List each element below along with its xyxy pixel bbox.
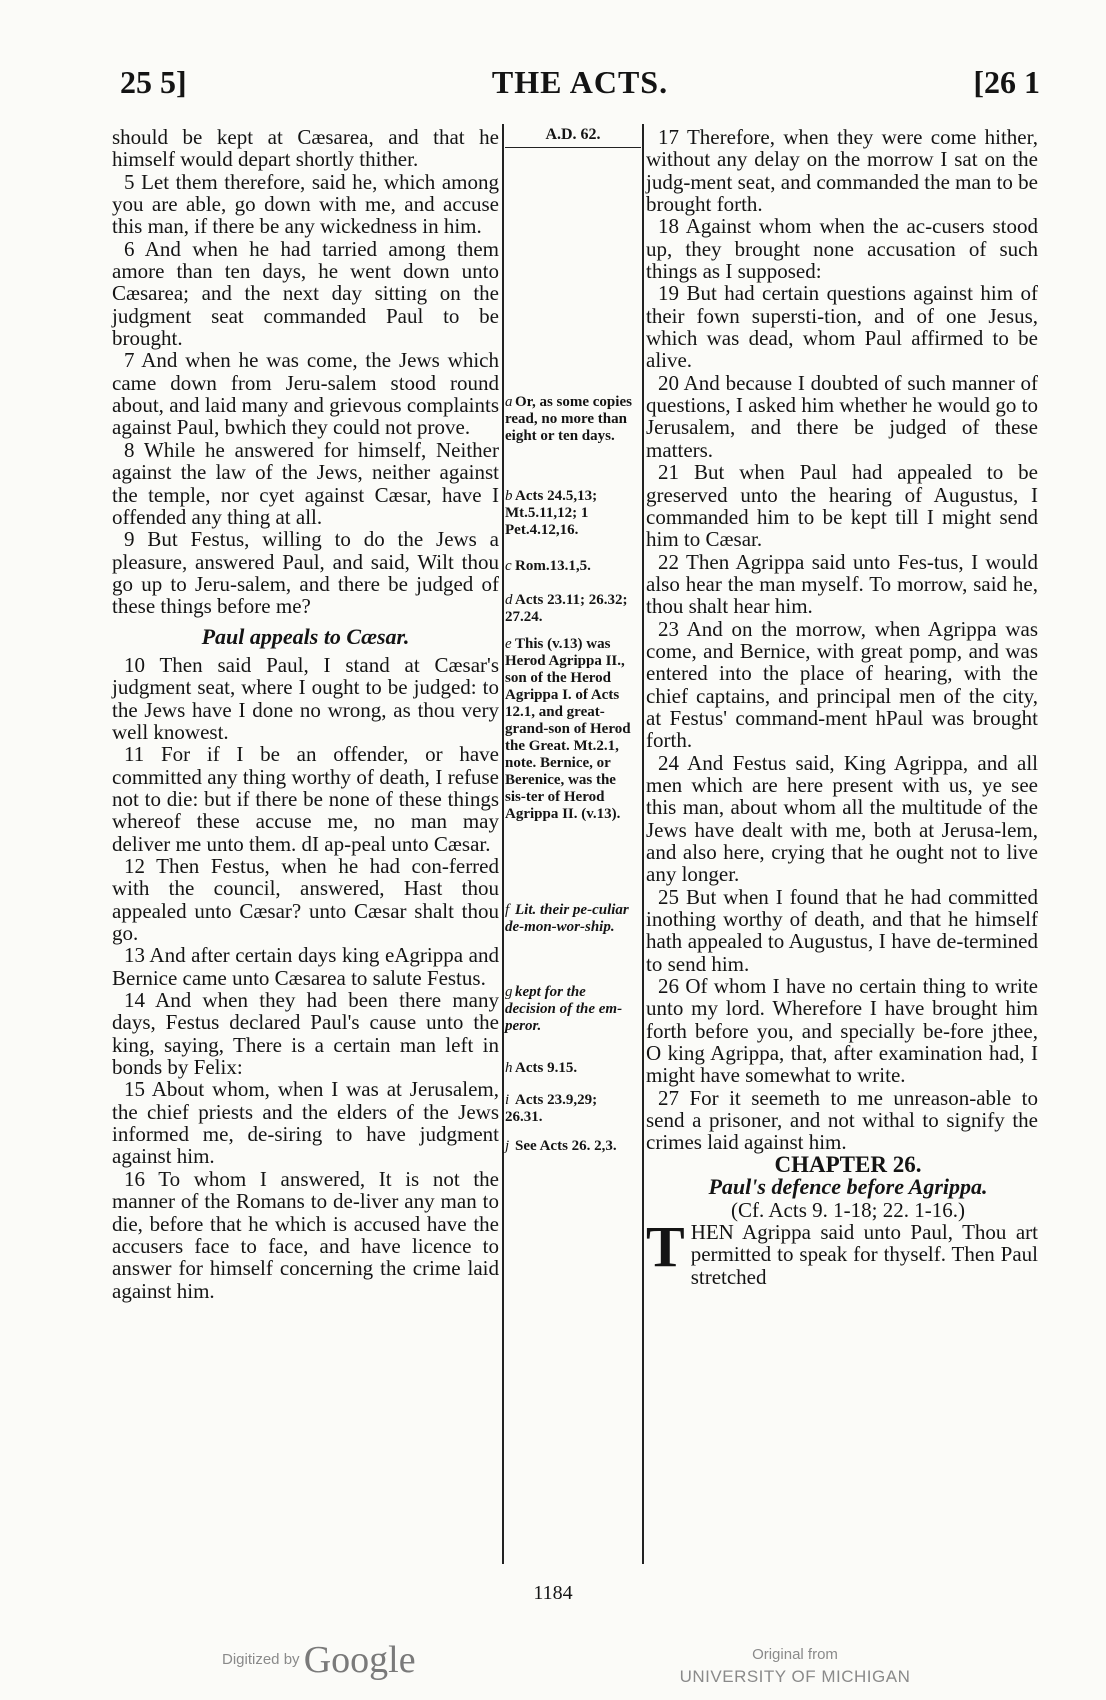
university-label: UNIVERSITY OF MICHIGAN (679, 1667, 911, 1686)
verse-10: 10 Then said Paul, I stand at Cæsar's judgment seat, where I ought to be judged: to the Jews have I done no wrong, as thou very well knowest. (112, 652, 499, 744)
verse-7: 7 And when he was come, the Jews which came down from Jeru-salem stood round about, and laid many and grievous complaints against Paul, bwhich they could not prove. (112, 348, 499, 440)
verse-9: 9 But Festus, willing to do the Jews a pleasure, answered Paul, and said, Wilt thou go up to Jeru-salem, and there be judged of these things before me? (112, 527, 499, 619)
verse-15: 15 About whom, when I was at Jerusalem, the chief priests and the elders of the Jews informed me, de-siring to have judgment against him. (112, 1077, 499, 1169)
margin-note-d: d Acts 23.11; 26.32; 27.24. (505, 592, 628, 625)
running-head-right: [26 1 (973, 64, 1040, 100)
margin-note-h: h Acts 9.15. (505, 1060, 578, 1076)
verse-22: 22 Then Agrippa said unto Fes-tus, I would also hear the man myself. To morrow, said he, thou shalt hear him. (646, 549, 1038, 619)
chapter-crossref: (Cf. Acts 9. 1-18; 22. 1-16.) (731, 1197, 965, 1222)
verse-8: 8 While he answered for himself, Neither against the law of the Jews, neither against the temple, nor cyet against Cæsar, have I offended any thing at all. (112, 437, 499, 529)
verse-26: 26 Of whom I have no certain thing to write unto my lord. Wherefore I have brought him forth before you, and specially be-fore jthee, O king Agrippa, that, after examination had, I might have somewhat to write. (646, 974, 1038, 1088)
column-rule-right (642, 124, 644, 1564)
margin-note-a: a Or, as some copies read, no more than eight or ten days. (505, 394, 632, 444)
margin-note-f: f Lit. their pe-culiar de-mon-wor-ship. (505, 902, 629, 935)
margin-year: A.D. 62. (505, 126, 641, 148)
verse-14: 14 And when they had been there many days, Festus declared Paul's cause unto the king, saying, There is a certain man left in bonds by Felix: (112, 988, 499, 1080)
google-logo: Google (303, 1639, 416, 1681)
verse-text: should be kept at Cæsarea, and that he himself would depart shortly thither. (112, 125, 499, 172)
verse-12: 12 Then Festus, when he had con-ferred with the council, answered, Hast thou appealed unto Cæsar? unto Cæsar shalt thou go. (112, 854, 499, 946)
page-number: 1184 (533, 1582, 573, 1604)
verse-25: 25 But when I found that he had committed inothing worthy of death, and that he himself hath appealed to Augustus, I have de-termined to send him. (646, 884, 1038, 976)
verse-27: 27 For it seemeth to me unreason-able to send a prisoner, and not withal to signify the crimes laid against him. (646, 1085, 1038, 1155)
drop-cap: T (646, 1213, 685, 1279)
source-mark (660, 1644, 930, 1688)
margin-notes (505, 126, 641, 1154)
margin-note-j: j See Acts 26. 2,3. (505, 1138, 617, 1154)
left-column (112, 126, 499, 1302)
running-head (120, 64, 1040, 104)
margin-note-g: g kept for the decision of the em-peror. (505, 984, 623, 1034)
verse-19: 19 But had certain questions against him of their fown supersti-tion, and of one Jesus, which was dead, whom Paul affirmed to be alive. (646, 281, 1038, 373)
verse-20: 20 And because I doubted of such manner of questions, I asked him whether he would go to Jerusalem, and there be judged of these matters. (646, 370, 1038, 462)
verse-6: 6 And when he had tarried among them amore than ten days, he went down unto Cæsarea; and the next day sitting on the judgment seat commanded Paul to be brought. (112, 236, 499, 351)
margin-note-i: i Acts 23.9,29; 26.31. (505, 1092, 598, 1125)
verse-24: 24 And Festus said, King Agrippa, and all men which are here present with us, ye see this man, about whom all the multitude of the Jews have dealt with me, both at Jerusa-lem, and also here, crying that he ought not to live any longer. (646, 750, 1038, 887)
chapter-opening-text: HEN Agrippa said unto Paul, Thou art permitted to speak for thyself. Then Paul stretched (690, 1219, 1038, 1289)
margin-note-c: c Rom.13.1,5. (505, 558, 591, 574)
section-heading: Paul appeals to Cæsar. (201, 623, 410, 649)
running-head-left: 25 5] (120, 64, 187, 100)
verse-11: 11 For if I be an offender, or have committed any thing worthy of death, I refuse not to die: but if there be none of these things whereof these accuse me, no man may deliver me unto them. dI ap-peal unto Cæsar. (112, 742, 499, 856)
digitized-by-mark (222, 1638, 416, 1682)
verse-21: 21 But when Paul had appealed to be greserved unto the hearing of Augustus, I commanded him to be kept till I might send him to Cæsar. (646, 460, 1038, 552)
margin-note-e: e This (v.13) was Herod Agrippa II., son of the Herod Agrippa I. of Acts 12.1, and great-grand-son of Herod the Great. Mt.2.1, note. Bernice, or Berenice, was the sis-ter of Herod Agrippa II. (v.13). (505, 636, 631, 822)
verse-16: 16 To whom I answered, It is not the manner of the Romans to de-liver any man to die, before that he which is accused have the accusers face to face, and have licence to answer for himself concerning the crime laid against him. (112, 1166, 499, 1303)
verse-13: 13 And after certain days king eAgrippa and Bernice came unto Cæsarea to salute Festus. (112, 943, 499, 990)
right-column (646, 126, 1038, 1288)
chapter-heading: CHAPTER 26. (774, 1151, 922, 1177)
verse-23: 23 And on the morrow, when Agrippa was come, and Bernice, with great pomp, and was entered into the place of hearing, with the chief captains, and principal men of the city, at Festus' command-ment hPaul was brought forth. (646, 616, 1038, 753)
column-rule-left (502, 124, 504, 1564)
verse-5: 5 Let them therefore, said he, which among you are able, go down with me, and accuse this man, if there be any wickedness in him. (112, 169, 499, 239)
original-from-label: Original from (752, 1646, 838, 1663)
verse-18: 18 Against whom when the ac-cusers stood up, they brought none accusation of such things as I supposed: (646, 214, 1038, 284)
margin-note-b: b Acts 24.5,13; Mt.5.11,12; 1 Pet.4.12,16. (505, 488, 598, 538)
chapter-subtitle: Paul's defence before Agrippa. (708, 1174, 988, 1200)
running-head-title: THE ACTS. (491, 64, 669, 100)
digitized-by-label: Digitized by (222, 1650, 300, 1668)
verse-17: 17 Therefore, when they were come hither, without any delay on the morrow I sat on the judg-ment seat, and commanded the man to be brought forth. (646, 125, 1038, 217)
chapter-opening (646, 1213, 1038, 1289)
